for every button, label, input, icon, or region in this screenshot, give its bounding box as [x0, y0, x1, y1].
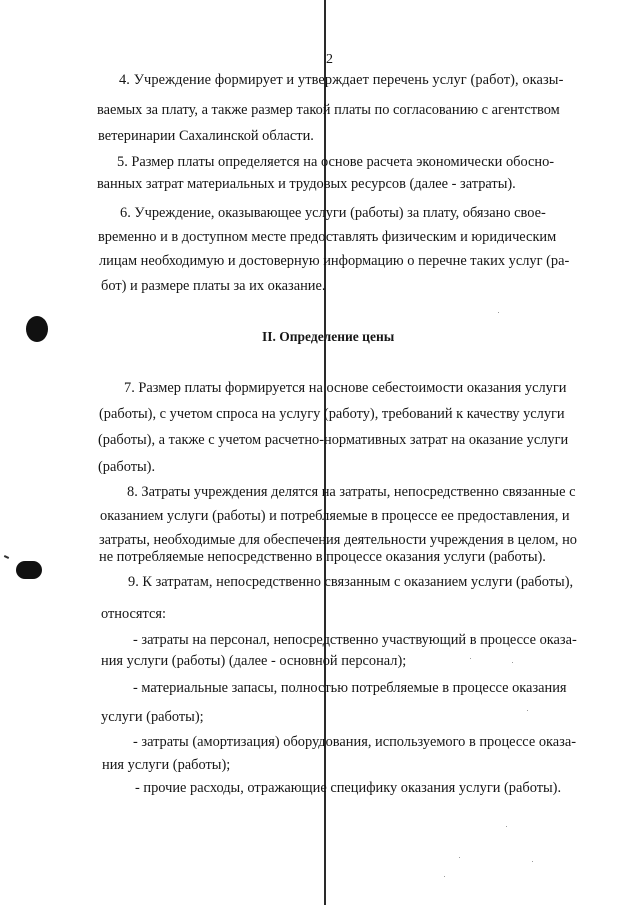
text-line: временно и в доступном месте предоставлять физическим и юридическим	[98, 229, 557, 245]
text-line: 8. Затраты учреждения делятся на затраты, непосредственно связанные с	[127, 484, 576, 500]
text-line: 6. Учреждение, оказывающее услуги (работы) за плату, обязано свое-	[120, 205, 546, 221]
text-line: 9. К затратам, непосредственно связанным с оказанием услуги (работы),	[128, 574, 574, 590]
scan-speck	[444, 876, 445, 877]
binder-clip-mark	[16, 561, 42, 579]
scan-speck	[506, 826, 507, 827]
scan-speck	[470, 658, 471, 659]
text-line: (работы), с учетом спроса на услугу (работу), требований к качеству услуги	[99, 406, 565, 422]
scan-speck	[527, 710, 528, 711]
text-line: 5. Размер платы определяется на основе расчета экономически обосно-	[117, 154, 555, 170]
text-line: ваемых за плату, а также размер такой платы по согласованию с агентством	[97, 102, 560, 118]
text-line: ветеринарии Сахалинской области.	[98, 128, 314, 144]
text-line: лицам необходимую и достоверную информацию о перечне таких услуг (ра-	[99, 253, 570, 269]
text-line: ния услуги (работы);	[102, 757, 231, 773]
text-line: (работы).	[98, 459, 156, 475]
text-line: относятся:	[101, 606, 167, 622]
text-line: (работы), а также с учетом расчетно-нормативных затрат на оказание услуги	[98, 432, 569, 448]
text-line: бот) и размере платы за их оказание.	[101, 278, 326, 294]
text-line: 7. Размер платы формируется на основе себестоимости оказания услуги	[124, 380, 567, 396]
punch-hole-mark	[26, 316, 48, 342]
scan-speck	[512, 662, 513, 663]
text-line: ния услуги (работы) (далее - основной персонал);	[101, 653, 407, 669]
scan-fold-line	[324, 0, 326, 905]
text-line: ванных затрат материальных и трудовых ресурсов (далее - затраты).	[97, 176, 516, 192]
list-item: - материальные запасы, полностью потребляемые в процессе оказания	[133, 680, 567, 696]
scan-artifact	[4, 555, 9, 559]
list-item: - прочие расходы, отражающие специфику оказания услуги (работы).	[135, 780, 562, 796]
list-item: - затраты на персонал, непосредственно участвующий в процессе оказа-	[133, 632, 577, 648]
scan-speck	[459, 857, 460, 858]
list-item: - затраты (амортизация) оборудования, используемого в процессе оказа-	[133, 734, 577, 750]
text-line: услуги (работы);	[101, 709, 204, 725]
section-heading: II. Определение цены	[262, 329, 395, 344]
scan-speck	[532, 861, 533, 862]
text-line: 4. Учреждение формирует и утверждает перечень услуг (работ), оказы-	[119, 72, 564, 88]
text-line: затраты, необходимые для обеспечения деятельности учреждения в целом, но	[99, 532, 577, 548]
text-line: оказанием услуги (работы) и потребляемые в процессе ее предоставления, и	[100, 508, 570, 524]
page-number: 2	[326, 52, 333, 67]
scan-speck	[498, 312, 499, 313]
text-line: не потребляемые непосредственно в процессе оказания услуги (работы).	[99, 549, 546, 565]
